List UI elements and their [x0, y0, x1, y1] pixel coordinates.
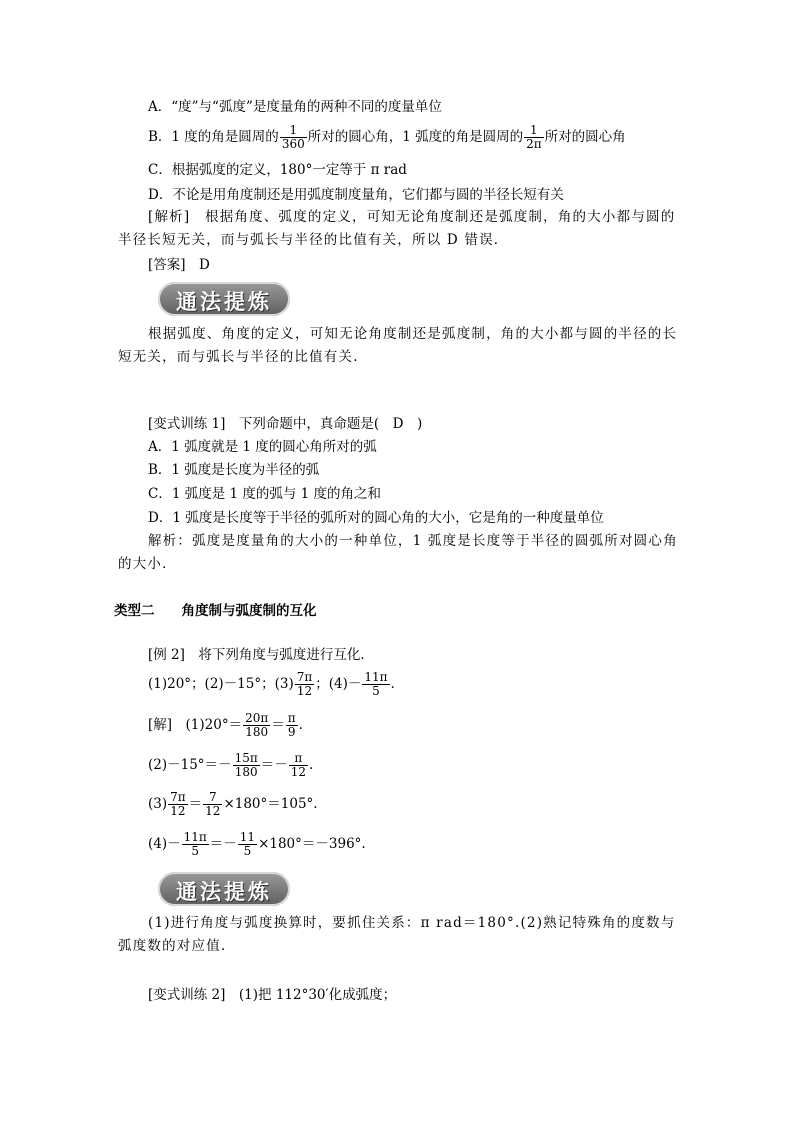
- option-d: D．不论是用角度制还是用弧度制度量角，它们都与圆的半径长短有关: [148, 187, 564, 203]
- numerator: 7π: [170, 790, 186, 804]
- text: (1)20°；(2)－15°；(3): [148, 676, 294, 692]
- solution-1: [148, 712, 303, 739]
- answer: [答案] D: [148, 257, 210, 273]
- fraction: [203, 791, 222, 818]
- text: ＝: [271, 717, 285, 733]
- example-2-question: [148, 671, 395, 698]
- denominator: 9: [287, 725, 296, 739]
- numerator: 20π: [245, 711, 269, 725]
- fraction: [182, 831, 209, 858]
- fraction: [243, 712, 270, 739]
- text: (3): [148, 796, 168, 812]
- numerator: 7: [203, 791, 222, 805]
- text: ×180°＝105°.: [223, 796, 318, 812]
- fraction: [286, 712, 298, 739]
- solution-3: [148, 791, 318, 818]
- text: [解] (1)20°＝: [148, 717, 243, 733]
- text: ×180°＝－396°.: [258, 836, 366, 852]
- method-banner: [158, 282, 290, 316]
- numerator: π: [287, 711, 296, 725]
- fraction: [289, 752, 308, 779]
- text: ＝: [188, 796, 203, 812]
- denominator: 5: [243, 844, 252, 858]
- text: B．1 度的角是圆周的: [148, 129, 279, 145]
- text: 所对的圆心角，1 弧度的角是圆周的: [307, 129, 524, 145]
- numerator: 15π: [234, 751, 258, 765]
- text: ＝－: [209, 836, 237, 852]
- denominator: 12: [205, 804, 221, 818]
- text: ；(4)－: [315, 676, 362, 692]
- option-a: A．“度”与“弧度”是度量角的两种不同的度量单位: [148, 99, 442, 115]
- option-b: [148, 124, 626, 151]
- numerator: 7π: [296, 670, 313, 684]
- text: .: [309, 757, 314, 773]
- text: 所对的圆心角: [544, 129, 626, 145]
- numerator: π: [289, 752, 308, 766]
- denominator: 5: [372, 684, 380, 698]
- denominator: 180: [245, 725, 269, 739]
- summary-1: 根据弧度、角度的定义，可知无论角度制还是弧度制，角的大小都与圆的半径的长短无关，而与弧长与半径的比值有关.: [118, 326, 678, 365]
- option-c: C．根据弧度的定义，180°一定等于 π rad: [148, 162, 407, 178]
- numerator: 11: [239, 830, 256, 844]
- exercise-1-title: [变式训练 1] 下列命题中，真命题是( D ): [148, 416, 423, 432]
- exercise-2-title: [变式训练 2] (1)把 112°30′化成弧度；: [148, 987, 397, 1003]
- exercise-1-option-a: A．1 弧度就是 1 度的圆心角所对的弧: [148, 439, 377, 455]
- numerator: 11π: [183, 830, 207, 844]
- denominator: 12: [290, 765, 306, 779]
- fraction: [295, 671, 315, 698]
- denominator: 180: [234, 765, 258, 779]
- example-2-title: [例 2] 将下列角度与弧度进行互化．: [148, 647, 374, 663]
- exercise-1-option-d: D．1 弧度是长度等于半径的弧所对的圆心角的大小，它是角的一种度量单位: [148, 510, 604, 526]
- exercise-1-analysis: 解析：弧度是度量角的大小的一种单位，1 弧度是长度等于半径的圆弧所对圆心角的大小．: [118, 533, 678, 572]
- text: ＝－: [260, 757, 288, 773]
- fraction: [524, 124, 544, 151]
- exercise-1-option-b: B．1 弧度是长度为半径的弧: [148, 462, 320, 478]
- summary-2: (1)进行角度与弧度换算时，要抓住关系：π rad＝180°.(2)熟记特殊角的度数与弧度数的对应值.: [118, 915, 676, 954]
- text: (4)－: [148, 836, 181, 852]
- section-heading: 类型二 角度制与弧度制的互化: [114, 603, 317, 619]
- banner-title: 通法提炼: [176, 880, 272, 904]
- method-banner: [158, 872, 290, 906]
- text: .: [390, 676, 395, 692]
- fraction: [238, 831, 257, 858]
- denominator: 360: [281, 137, 305, 151]
- denominator: 5: [191, 844, 200, 858]
- fraction: [168, 791, 188, 818]
- solution-4: [148, 831, 366, 858]
- numerator: 11π: [364, 670, 388, 684]
- fraction: [362, 671, 389, 698]
- denominator: 12: [296, 684, 313, 698]
- text: (2)－15°＝－: [148, 757, 232, 773]
- exercise-1-option-c: C．1 弧度是 1 度的弧与 1 度的角之和: [148, 486, 382, 502]
- denominator: 12: [170, 804, 186, 818]
- fraction: [233, 752, 260, 779]
- analysis: [解析] 根据角度、弧度的定义，可知无论角度制还是弧度制，角的大小都与圆的半径长短无关，而与弧长与半径的比值有关，所以 D 错误．: [118, 209, 676, 248]
- solution-2: [148, 752, 313, 779]
- text: .: [298, 717, 303, 733]
- numerator: 1: [524, 124, 544, 138]
- banner-title: 通法提炼: [176, 290, 272, 314]
- denominator: 2π: [526, 137, 542, 151]
- fraction: [280, 124, 307, 151]
- numerator: 1: [280, 124, 307, 138]
